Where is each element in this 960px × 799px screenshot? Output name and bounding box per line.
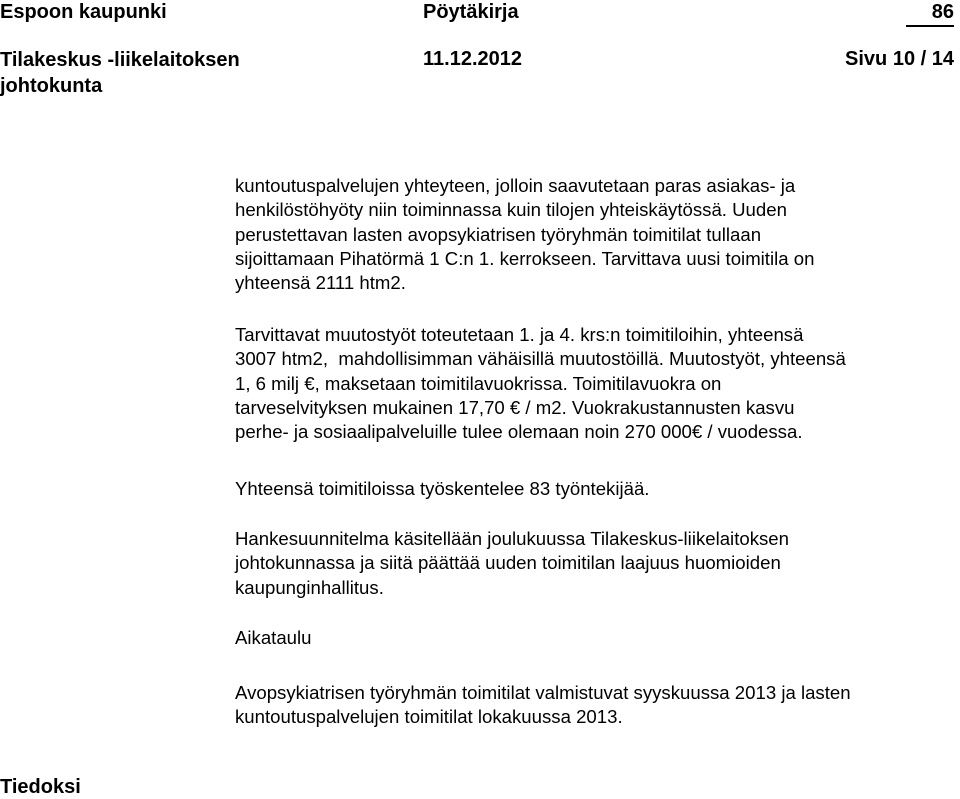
text-line: yhteensä 2111 htm2. [235,272,406,294]
text-line: sijoittamaan Pihatörmä 1 C:n 1. kerrokseen. Tarvittava uusi toimitila on [235,247,815,269]
footer-tiedoksi: Tiedoksi [0,776,81,798]
text-line: tarveselvityksen mukainen 17,70 € / m2. Vuokrakustannusten kasvu [235,396,795,418]
header-page: Sivu 10 / 14 [845,48,954,70]
text-line: Aikataulu [235,627,312,648]
paragraph-3 [235,477,955,501]
text-line: Yhteensä toimitiloissa työskentelee 83 työntekijää. [235,478,650,499]
paragraph-2 [235,323,955,444]
text-line: kuntoutuspalvelujen yhteyteen, jolloin saavutetaan paras asiakas- ja [235,175,796,196]
header-date: 11.12.2012 [423,48,522,70]
paragraph-1 [235,174,955,295]
number-underline [906,25,954,27]
text-line: 1, 6 milj €, maksetaan toimitilavuokrissa. Toimitilavuokra on [235,372,722,394]
text-line: Tarvittavat muutostyöt toteutetaan 1. ja 4. krs:n toimitiloihin, yhteensä [235,324,804,345]
header-organization [0,47,300,99]
section-heading-aikataulu [235,626,955,650]
paragraph-4 [235,527,955,600]
header-number-value: 86 [931,1,954,23]
text-line: henkilöstöhyöty niin toiminnassa kuin tilojen yhteiskäytössä. Uuden [235,199,787,221]
paragraph-6 [235,681,955,730]
text-line: kuntoutuspalvelujen toimitilat lokakuussa 2013. [235,706,623,728]
text-line: kaupunginhallitus. [235,576,384,598]
header-org-line1: Tilakeskus -liikelaitoksen [0,49,240,71]
text-line: perustettavan lasten avopsykiatrisen työryhmän toimitilat tullaan [235,223,762,245]
header-city: Espoon kaupunki [0,1,167,23]
text-line: johtokunnassa ja siitä päättää uuden toimitilan laajuus huomioiden [235,552,781,574]
text-line: perhe- ja sosiaalipalveluille tulee olemaan noin 270 000€ / vuodessa. [235,421,803,443]
header-number [906,0,954,27]
header-org-line2: johtokunta [0,75,103,97]
text-line: Avopsykiatrisen työryhmän toimitilat valmistuvat syyskuussa 2013 ja lasten [235,682,851,703]
text-line: Hankesuunnitelma käsitellään joulukuussa Tilakeskus-liikelaitoksen [235,528,789,549]
text-line: 3007 htm2, mahdollisimman vähäisillä muutostöillä. Muutostyöt, yhteensä [235,348,846,370]
header-doc-type: Pöytäkirja [423,1,519,23]
